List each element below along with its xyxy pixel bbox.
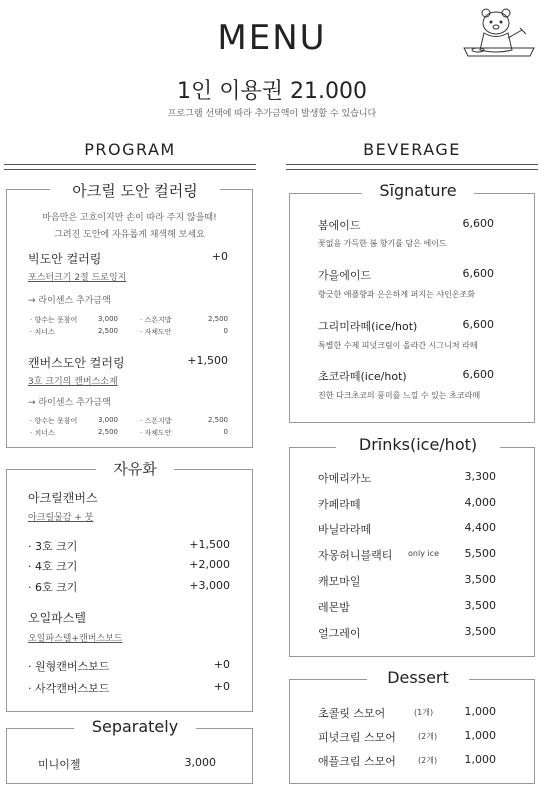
canvas-size-price-1: +1,500 — [189, 538, 230, 551]
dessert-price-2: 1,000 — [464, 729, 496, 742]
canvas-opt-name-2: · 스폰지밥 — [140, 417, 172, 425]
beverage-heading: BEVERAGE — [363, 140, 461, 159]
canvas-opt-price-1: 3,000 — [97, 416, 118, 424]
signature-name-1: 봄에이드 — [318, 219, 361, 232]
dessert-price-3: 1,000 — [464, 753, 496, 766]
big-coloring-name: 빅도안 컬러링 — [28, 252, 102, 266]
canvas-license-label: → 라이센스 추가금액 — [28, 398, 111, 408]
program-divider — [4, 164, 256, 170]
acrylic-desc-2: 그려진 도안에 자유롭게 채색해 보세요 — [54, 230, 205, 240]
dessert-name-1: 초콜릿 스모어 — [318, 707, 386, 720]
dessert-price-1: 1,000 — [464, 705, 496, 718]
dessert-qty-3: (2개) — [418, 756, 438, 765]
signature-price-4: 6,600 — [462, 368, 494, 381]
acrylic-canvas-title: 아크릴캔버스 — [28, 491, 98, 505]
program-heading: PROGRAM — [84, 140, 176, 159]
bear-illustration-icon — [462, 4, 538, 60]
big-opt-name-3: · 치너스 — [30, 328, 55, 336]
dessert-qty-2: (2개) — [418, 732, 438, 741]
drink-price-1: 3,300 — [464, 470, 496, 483]
acrylic-canvas-sub: 아크릴물감 + 붓 — [28, 513, 94, 523]
canvas-coloring-name: 캔버스도안 컬러링 — [28, 356, 125, 370]
drink-price-3: 4,400 — [464, 521, 496, 534]
pastel-board-price-2: +0 — [213, 680, 230, 693]
canvas-opt-name-3: · 치너스 — [30, 429, 55, 437]
big-opt-price-1: 3,000 — [97, 315, 118, 323]
signature-name-2: 가을에이드 — [318, 269, 372, 282]
dessert-qty-1: (1개) — [414, 708, 434, 717]
signature-price-1: 6,600 — [462, 217, 494, 230]
mini-easel-name: 미니이젤 — [38, 758, 81, 771]
canvas-opt-price-4: 0 — [223, 428, 228, 436]
free-painting-title: 자유화 — [96, 458, 174, 479]
drink-price-6: 3,500 — [464, 599, 496, 612]
dessert-title: Dessert — [367, 668, 469, 687]
big-opt-price-2: 2,500 — [207, 315, 228, 323]
signature-desc-2: 향긋한 애플향과 은은하게 퍼지는 샤인온조화 — [318, 290, 476, 299]
big-license-label: → 라이센스 추가금액 — [28, 296, 111, 306]
signature-price-3: 6,600 — [462, 318, 494, 331]
drink-name-2: 카페라떼 — [318, 498, 361, 511]
drink-name-4: 자몽허니블랙티 — [318, 549, 393, 562]
beverage-divider — [286, 164, 538, 170]
pastel-board-name-2: · 사각캔버스보드 — [28, 682, 110, 695]
acrylic-coloring-title: 아크릴 도안 컬러링 — [50, 180, 220, 201]
drink-name-3: 바닐라라떼 — [318, 523, 372, 536]
signature-desc-4: 진한 다크초코의 풍미를 느낄 수 있는 초코라떼 — [318, 391, 481, 400]
big-opt-name-2: · 스폰지밥 — [140, 316, 172, 324]
pastel-board-name-1: · 원형캔버스보드 — [28, 660, 110, 673]
oil-pastel-sub: 오일파스텔+캔버스보드 — [28, 634, 123, 644]
canvas-size-name-1: · 3호 크기 — [28, 540, 78, 553]
big-coloring-price: +0 — [211, 250, 228, 263]
signature-title: Sīgnature — [362, 181, 474, 200]
mini-easel-price: 3,000 — [184, 756, 216, 769]
big-opt-name-4: · 자체도안 — [140, 328, 172, 336]
canvas-opt-price-2: 2,500 — [207, 416, 228, 424]
big-coloring-sub: 포스터크기 2절 드로잉지 — [28, 273, 127, 283]
big-opt-price-4: 0 — [223, 327, 228, 335]
drink-price-2: 4,000 — [464, 496, 496, 509]
big-opt-price-3: 2,500 — [97, 327, 118, 335]
drink-note-4: only ice — [408, 549, 440, 558]
canvas-opt-name-1: · 향수는 못참어 — [30, 417, 78, 425]
canvas-size-name-2: · 4호 크기 — [28, 560, 78, 573]
canvas-coloring-price: +1,500 — [187, 354, 228, 367]
drink-price-5: 3,500 — [464, 573, 496, 586]
canvas-opt-price-3: 2,500 — [97, 428, 118, 436]
drink-name-1: 아메리카노 — [318, 472, 372, 485]
pastel-board-price-1: +0 — [213, 658, 230, 671]
signature-name-4: 초코라떼(ice/hot) — [318, 370, 407, 383]
canvas-opt-name-4: · 자체도안 — [140, 429, 172, 437]
page-title: MENU — [217, 18, 327, 58]
notice-text: 프로그램 선택에 따라 추가금액이 발생할 수 있습니다 — [167, 109, 377, 119]
canvas-size-name-3: · 6호 크기 — [28, 581, 78, 594]
oil-pastel-title: 오일파스텔 — [28, 611, 86, 625]
canvas-size-price-3: +3,000 — [189, 579, 230, 592]
drink-name-6: 레몬밤 — [318, 601, 350, 614]
signature-price-2: 6,600 — [462, 267, 494, 280]
drink-price-4: 5,500 — [464, 547, 496, 560]
drinks-title: Drīnks(ice/hot) — [336, 435, 500, 454]
big-opt-name-1: · 향수는 못참어 — [30, 316, 78, 324]
dessert-name-2: 피넛크림 스모어 — [318, 731, 396, 744]
dessert-name-3: 애플크림 스모어 — [318, 755, 396, 768]
drink-name-5: 캐모마일 — [318, 575, 361, 588]
signature-desc-1: 꽃없음 가득한 봄 향기를 담은 에이드 — [318, 239, 447, 248]
ticket-price: 1인 이용권 21.000 — [177, 79, 367, 104]
drink-name-7: 얼그레이 — [318, 627, 361, 640]
signature-desc-3: 특별한 수제 피넛크림이 올라간 시그니처 라떼 — [318, 341, 478, 350]
separately-title: Separately — [74, 717, 196, 736]
canvas-coloring-sub: 3호 크기의 캔버스소재 — [28, 377, 118, 387]
drink-price-7: 3,500 — [464, 625, 496, 638]
acrylic-desc-1: 마음만은 고흐이지만 손이 따라 주지 않을때! — [42, 213, 217, 223]
canvas-size-price-2: +2,000 — [189, 558, 230, 571]
signature-name-3: 그리미라떼(ice/hot) — [318, 320, 418, 333]
